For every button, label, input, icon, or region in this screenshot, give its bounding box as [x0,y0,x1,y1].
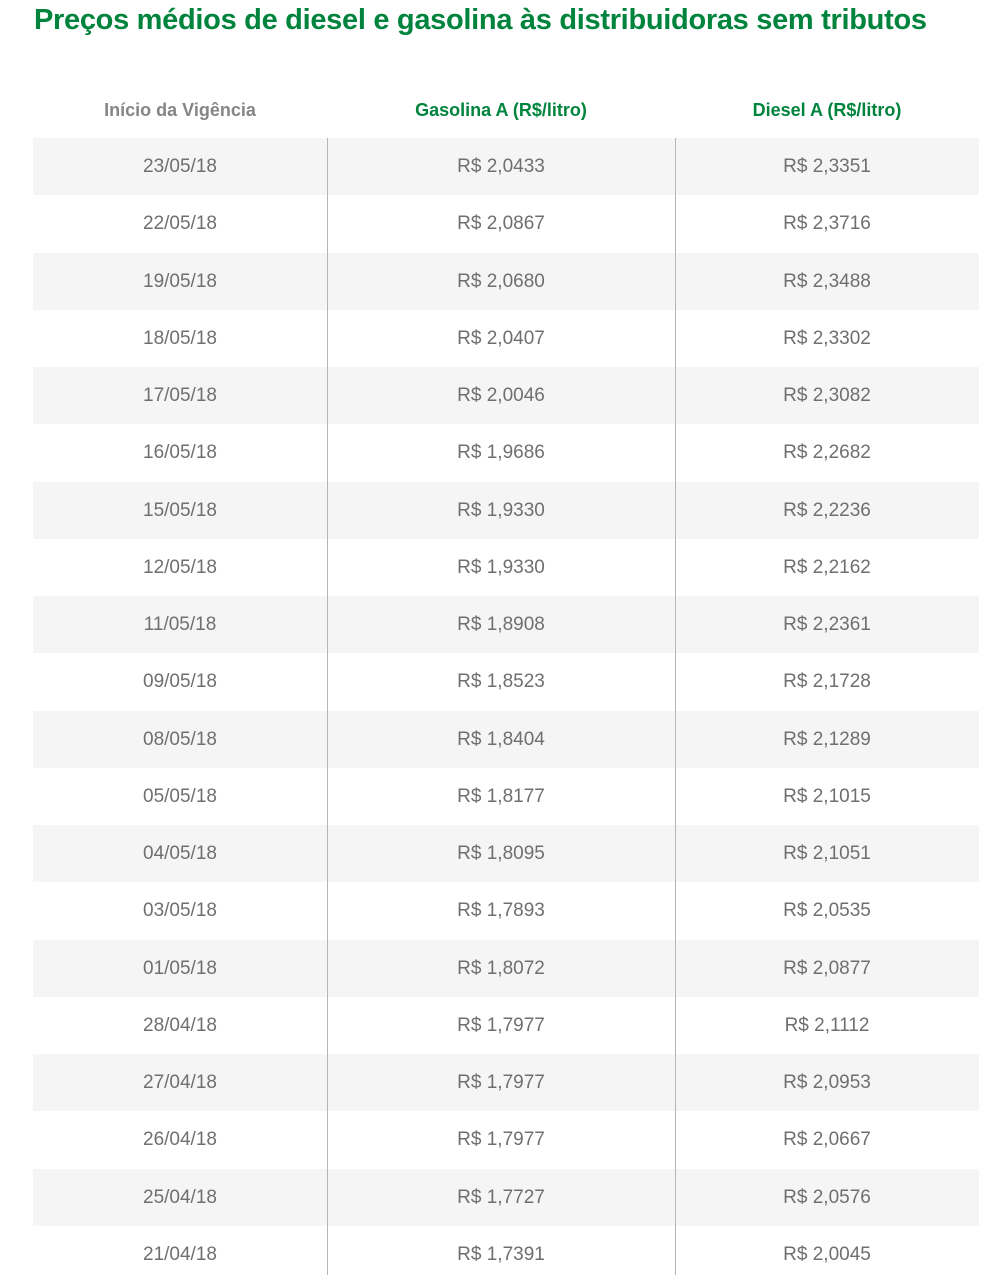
cell-date: 04/05/18 [143,843,217,864]
cell-gasoline-price: R$ 1,7893 [457,900,545,922]
cell-diesel-price: R$ 2,3716 [783,213,871,235]
table-row [33,653,979,710]
table-row [33,253,979,310]
cell-gasoline-price: R$ 1,8523 [457,671,545,693]
cell-diesel-price: R$ 2,2361 [783,614,871,635]
table-row [33,1226,979,1283]
cell-gasoline-price: R$ 1,9330 [457,556,545,578]
table-row [33,1111,979,1168]
column-header-gasoline: Gasolina A (R$/litro) [415,100,587,120]
cell-date: 28/04/18 [143,1014,217,1036]
cell-gasoline-price: R$ 2,0046 [457,385,545,406]
page-title: Preços médios de diesel e gasolina às distribuidoras sem tributos [34,4,927,36]
cell-diesel-price: R$ 2,0535 [783,900,871,922]
table-row [33,424,979,481]
cell-date: 09/05/18 [143,671,217,693]
cell-gasoline-price: R$ 1,8908 [457,614,545,635]
cell-gasoline-price: R$ 1,8404 [457,728,545,750]
table-row [33,882,979,939]
cell-date: 23/05/18 [143,156,217,177]
cell-date: 11/05/18 [143,614,217,635]
cell-date: 15/05/18 [143,499,217,521]
cell-gasoline-price: R$ 2,0433 [457,156,545,177]
cell-diesel-price: R$ 2,1112 [784,1014,870,1036]
table-row [33,997,979,1054]
column-header-diesel: Diesel A (R$/litro) [752,100,902,120]
cell-gasoline-price: R$ 1,8095 [457,843,545,864]
cell-diesel-price: R$ 2,2162 [783,556,871,578]
cell-date: 19/05/18 [143,270,217,292]
table-row [33,1169,979,1226]
cell-date: 05/05/18 [143,785,217,807]
cell-diesel-price: R$ 2,1015 [783,785,871,807]
cell-date: 26/04/18 [143,1129,217,1151]
table-row [33,825,979,882]
cell-date: 22/05/18 [143,213,217,235]
cell-gasoline-price: R$ 1,7977 [457,1014,545,1036]
cell-diesel-price: R$ 2,2236 [783,499,871,521]
cell-gasoline-price: R$ 1,7391 [457,1243,545,1265]
cell-date: 27/04/18 [143,1072,217,1093]
cell-diesel-price: R$ 2,3302 [783,327,871,349]
column-header-date: Início da Vigência [104,100,256,120]
table-row [33,711,979,768]
cell-diesel-price: R$ 2,3351 [783,156,871,177]
cell-diesel-price: R$ 2,1289 [783,728,871,750]
cell-date: 03/05/18 [143,900,217,922]
cell-date: 16/05/18 [143,442,217,464]
cell-date: 18/05/18 [143,327,217,349]
cell-date: 08/05/18 [143,728,217,750]
table-row [33,138,979,195]
cell-date: 25/04/18 [143,1186,217,1208]
table-row [33,310,979,367]
cell-gasoline-price: R$ 1,8072 [457,957,545,979]
cell-diesel-price: R$ 2,3082 [783,385,871,406]
table-header [33,88,979,132]
cell-diesel-price: R$ 2,0576 [783,1186,871,1208]
cell-date: 12/05/18 [143,556,217,578]
cell-diesel-price: R$ 2,0877 [783,957,871,979]
cell-date: 01/05/18 [143,957,217,979]
cell-diesel-price: R$ 2,0953 [783,1072,871,1093]
table-row [33,367,979,424]
column-divider [327,138,328,1275]
table-row [33,539,979,596]
table-row [33,482,979,539]
cell-gasoline-price: R$ 1,9686 [457,442,545,464]
table-row [33,768,979,825]
cell-gasoline-price: R$ 1,9330 [457,499,545,521]
cell-diesel-price: R$ 2,0667 [783,1129,871,1151]
cell-diesel-price: R$ 2,1051 [783,843,871,864]
cell-diesel-price: R$ 2,3488 [783,270,871,292]
cell-gasoline-price: R$ 2,0867 [457,213,545,235]
cell-diesel-price: R$ 2,1728 [783,671,871,693]
cell-gasoline-price: R$ 1,7977 [457,1072,545,1093]
cell-diesel-price: R$ 2,2682 [783,442,871,464]
column-divider [675,138,676,1275]
cell-date: 17/05/18 [143,385,217,406]
table-row [33,940,979,997]
cell-gasoline-price: R$ 2,0407 [457,327,545,349]
table-row [33,596,979,653]
cell-diesel-price: R$ 2,0045 [783,1243,871,1265]
table-row [33,195,979,252]
cell-gasoline-price: R$ 2,0680 [457,270,545,292]
cell-gasoline-price: R$ 1,7727 [457,1186,545,1208]
cell-gasoline-price: R$ 1,7977 [457,1129,545,1151]
price-table [33,138,979,1283]
table-row [33,1054,979,1111]
cell-gasoline-price: R$ 1,8177 [457,785,545,807]
cell-date: 21/04/18 [143,1243,217,1265]
